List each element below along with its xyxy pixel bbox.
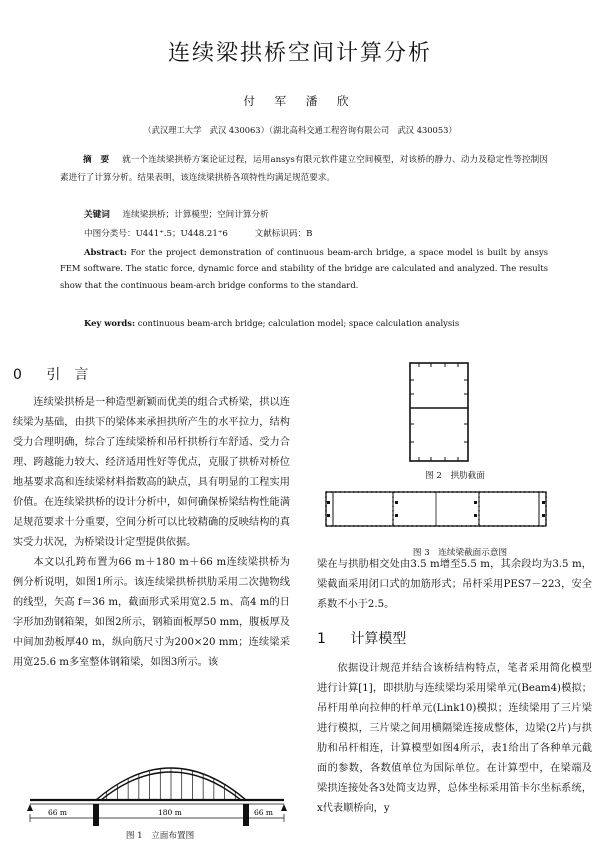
- abstract-en-label: Abstract:: [84, 247, 127, 257]
- section-1-title: 计算模型: [350, 631, 407, 647]
- section-0-number: 0: [13, 367, 22, 383]
- abstract-cn-label: 摘 要: [83, 155, 110, 165]
- keywords-cn-label: 关键词: [84, 210, 110, 220]
- keywords-en: [84, 318, 459, 328]
- figure-3-caption: 图 3 连续梁截面示意图: [412, 548, 508, 558]
- keywords-cn: [84, 208, 269, 220]
- span-label-middle: 180 m: [158, 808, 182, 817]
- paper-title: 连续梁拱桥空间计算分析: [167, 41, 432, 66]
- model-paragraph: 依据设计规范并结合该桥结构特点，笔者采用简化模型进行计算[1]，即拱肋与连续梁均采用梁单元(Beam4)模拟；吊杆用单向拉伸的杆单元(Link10)模拟；连续梁用了三片梁进行模拟，三片梁之间用横隔梁连接成整体，边梁(2片)与拱肋和吊杆相连，计算模型如图4所示，表1给出了各种单元截面的参数，各数值单位为国际单位。在计算型中，在梁端及梁拱连接处各3处简支边界，总体坐标采用笛卡尔坐标系统，x代表顺桥向，y: [317, 663, 592, 814]
- left-column-text: [13, 393, 290, 673]
- keywords-cn-text: 连续梁拱桥；计算模型；空间计算分析: [122, 210, 269, 220]
- span-label-left: 66 m: [48, 808, 68, 817]
- figure-1-caption: 图 1 立面布置图: [125, 831, 195, 841]
- clc-number: 中图分类号：U441⁺.5；U448.21⁺6: [84, 229, 228, 239]
- right-column-top-text: [317, 555, 592, 615]
- figure-2-rib-section: [409, 362, 469, 462]
- figure-1-elevation: [26, 738, 288, 828]
- span-label-right: 66 m: [254, 808, 274, 817]
- section-0-heading: [13, 364, 88, 384]
- abstract-en: [60, 244, 548, 293]
- intro-paragraph-2: 本文以孔跨布置为66 m＋180 m＋66 m连续梁拱桥为例分析说明，如图1所示。该连续梁拱桥拱肋采用二次抛物线的线型，矢高 f＝36 m，截面形式采用宽2.5 m、高4 m的日字形加劲钢箱架，如图2所示，钢箱面板厚50 mm，腹板厚及中间加劲板厚40 m，纵向筋尺寸为200×20 mm；连续梁采用宽25.6 m多室整体钢箱梁，如图3所示。该: [13, 557, 290, 668]
- classification: [84, 227, 336, 239]
- right-column-bottom-text: [317, 659, 592, 819]
- abstract-cn: [60, 151, 548, 187]
- intro-paragraph-1: 连续梁拱桥是一种造型新颖而优美的组合式桥梁，拱以连续梁为基础，由拱下的梁体来承担拱所产生的水平拉力，结构受力合理明确，综合了连续梁桥和吊杆拱桥行车舒适、受力合理、跨越能力较大、经济适用性好等优点，克服了拱桥对桥位地基要求高和连续梁材料指数高的缺点，具有明显的工程实用价值。在连续梁拱桥的设计分析中，如何确保桥梁结构性能满足规范要求十分重要，空间分析可以比较精确的反映结构的真实受力状况，为桥梁设计定型提供依据。: [13, 397, 290, 548]
- abstract-en-text: For the project demonstration of continuous beam-arch bridge, a space model is built by ansys FEM software. The static force, dynamic force and stability of the bridge are calculated and analyzed. The results show that the continuous beam-arch bridge conforms to the standard.: [60, 247, 548, 290]
- beam-paragraph: 梁在与拱肋相交处由3.5 m增至5.5 m，其余段均为3.5 m，梁截面采用闭口式的加筋形式；吊杆采用PES7－223，安全系数不小于2.5。: [317, 559, 592, 610]
- keywords-en-label: Key words:: [84, 318, 136, 328]
- abstract-cn-text: 就一个连续梁拱桥方案论证过程，运用ansys有限元软件建立空间模型，对该桥的静力、动力及稳定性等控制因素进行了计算分析。结果表明，该连续梁拱桥各项特性均满足规范要求。: [60, 155, 548, 183]
- figure-2-caption: 图 2 拱肋截面: [425, 471, 485, 481]
- affiliation: （武汉理工大学 武汉 430063）（湖北高科交通工程咨询有限公司 武汉 430053）: [143, 125, 457, 135]
- section-1-number: 1: [317, 631, 326, 647]
- section-0-title: 引 言: [46, 367, 89, 383]
- keywords-en-text: continuous beam-arch bridge; calculation model; space calculation analysis: [137, 318, 460, 328]
- figure-3-beam-section: [325, 490, 547, 528]
- section-1-heading: [317, 628, 406, 648]
- authors: 付 军 潘 欣: [243, 94, 357, 108]
- doc-code: 文献标识码：B: [254, 229, 313, 239]
